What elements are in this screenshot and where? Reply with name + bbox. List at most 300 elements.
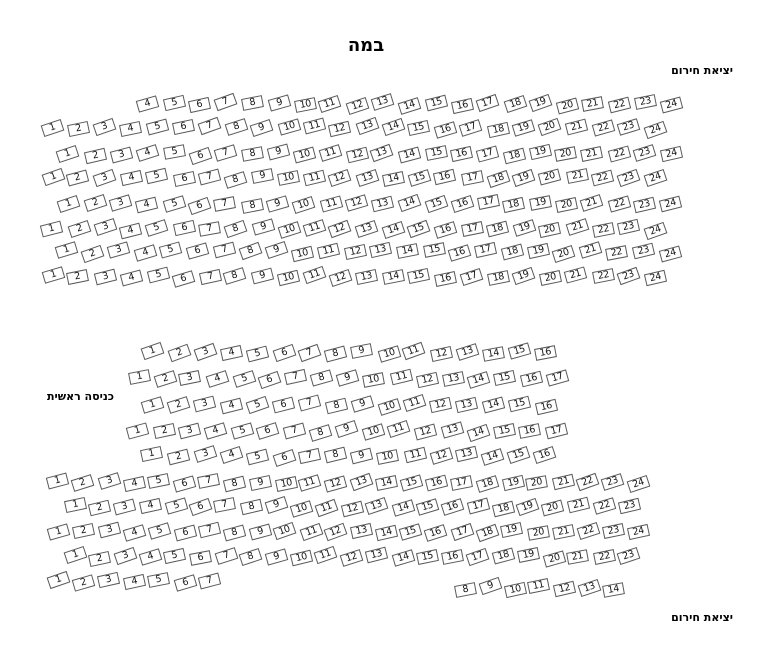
- seat-middle-row3-4[interactable]: 4: [219, 397, 242, 414]
- seat-middle-row3-13[interactable]: 13: [455, 396, 478, 412]
- seat-upper-row4-20[interactable]: 20: [538, 169, 561, 186]
- seat-middle-row3-10[interactable]: 10: [377, 398, 401, 416]
- seat-upper-row7-6[interactable]: 6: [185, 243, 208, 260]
- seat-upper-row6-24[interactable]: 24: [644, 222, 668, 240]
- seat-upper-row3-14[interactable]: 14: [398, 146, 421, 163]
- seat-upper-row2-17[interactable]: 17: [459, 119, 483, 137]
- seat-lower-row4-19[interactable]: 19: [517, 547, 540, 563]
- seat-upper-row2-1[interactable]: 1: [41, 119, 65, 137]
- seat-lower-row3-3[interactable]: 3: [98, 522, 121, 539]
- seat-middle-row3-15[interactable]: 15: [507, 395, 530, 412]
- seat-upper-row4-14[interactable]: 14: [382, 171, 405, 187]
- seat-upper-row1-19[interactable]: 19: [529, 94, 553, 112]
- seat-middle-row1-8[interactable]: 8: [324, 346, 347, 363]
- seat-lower-row2-21[interactable]: 21: [567, 496, 590, 513]
- seat-middle-row5-4[interactable]: 4: [219, 446, 243, 464]
- seat-middle-row1-5[interactable]: 5: [246, 345, 269, 362]
- seat-upper-row1-4[interactable]: 4: [136, 95, 159, 112]
- seat-lower-row5-2[interactable]: 2: [72, 574, 96, 591]
- seat-upper-row8-15[interactable]: 15: [407, 268, 430, 284]
- seat-upper-row4-9[interactable]: 9: [251, 168, 274, 184]
- seat-upper-row6-11[interactable]: 11: [302, 219, 326, 237]
- seat-lower-row4-14[interactable]: 14: [391, 549, 415, 566]
- seat-upper-row2-14[interactable]: 14: [382, 118, 406, 136]
- seat-lower-row1-10[interactable]: 10: [275, 476, 298, 492]
- seat-upper-row6-14[interactable]: 14: [382, 221, 406, 239]
- seat-upper-row6-23[interactable]: 23: [617, 219, 640, 235]
- seat-upper-row3-2[interactable]: 2: [84, 147, 107, 163]
- seat-lower-row4-7[interactable]: 7: [214, 547, 238, 565]
- seat-middle-row2-2[interactable]: 2: [154, 370, 178, 388]
- seat-lower-row5-3[interactable]: 3: [97, 571, 120, 587]
- seat-upper-row8-13[interactable]: 13: [355, 269, 378, 285]
- seat-upper-row3-4[interactable]: 4: [136, 144, 160, 162]
- seat-upper-row3-1[interactable]: 1: [56, 145, 80, 163]
- seat-lower-row4-17[interactable]: 17: [465, 548, 489, 566]
- seat-upper-row5-12[interactable]: 12: [344, 194, 368, 211]
- seat-upper-row5-9[interactable]: 9: [266, 195, 290, 212]
- seat-lower-row3-11[interactable]: 11: [299, 522, 323, 540]
- seat-upper-row4-19[interactable]: 19: [511, 169, 535, 187]
- seat-lower-row3-24[interactable]: 24: [627, 524, 650, 540]
- seat-lower-row4-4[interactable]: 4: [139, 548, 163, 566]
- seat-lower-row4-13[interactable]: 13: [365, 547, 388, 564]
- seat-upper-row2-7[interactable]: 7: [198, 117, 222, 135]
- seat-upper-row4-21[interactable]: 21: [566, 168, 589, 184]
- seat-upper-row7-5[interactable]: 5: [159, 241, 182, 258]
- seat-lower-row3-18[interactable]: 18: [475, 523, 499, 541]
- seat-middle-row1-9[interactable]: 9: [350, 343, 373, 359]
- seat-upper-row4-8[interactable]: 8: [223, 171, 247, 189]
- seat-upper-row7-17[interactable]: 17: [474, 242, 497, 258]
- seat-lower-row1-12[interactable]: 12: [323, 475, 346, 492]
- seat-lower-row5-7[interactable]: 7: [198, 572, 221, 589]
- seat-lower-row3-20[interactable]: 20: [527, 525, 550, 540]
- seat-upper-row7-3[interactable]: 3: [107, 242, 130, 259]
- seat-upper-row5-18[interactable]: 18: [502, 196, 525, 212]
- seat-upper-row5-22[interactable]: 22: [608, 195, 631, 212]
- seat-lower-row2-2[interactable]: 2: [88, 499, 111, 516]
- seat-lower-row4-2[interactable]: 2: [87, 551, 110, 567]
- seat-upper-row2-24[interactable]: 24: [643, 121, 667, 139]
- seat-middle-row4-12[interactable]: 12: [413, 423, 436, 440]
- seat-upper-row4-1[interactable]: 1: [41, 168, 65, 186]
- seat-upper-row8-20[interactable]: 20: [539, 270, 562, 286]
- seat-upper-row6-22[interactable]: 22: [592, 222, 615, 238]
- seat-middle-row3-7[interactable]: 7: [298, 394, 321, 411]
- seat-middle-row4-5[interactable]: 5: [231, 423, 254, 440]
- seat-middle-row4-6[interactable]: 6: [256, 422, 280, 440]
- seat-middle-row3-5[interactable]: 5: [246, 396, 270, 414]
- seat-upper-row1-6[interactable]: 6: [188, 97, 211, 113]
- seat-upper-row2-23[interactable]: 23: [617, 118, 641, 136]
- seat-lower-row4-12[interactable]: 12: [339, 549, 363, 567]
- seat-upper-row1-17[interactable]: 17: [476, 94, 500, 112]
- seat-lower-row2-23[interactable]: 23: [618, 498, 641, 515]
- seat-upper-row1-10[interactable]: 10: [294, 97, 317, 113]
- seat-lower-row1-5[interactable]: 5: [147, 473, 170, 489]
- seat-upper-row2-12[interactable]: 12: [328, 120, 351, 136]
- seat-middle-row2-7[interactable]: 7: [283, 369, 306, 385]
- seat-lower-row1-24[interactable]: 24: [626, 475, 650, 493]
- seat-upper-row6-13[interactable]: 13: [354, 220, 378, 238]
- seat-upper-row6-4[interactable]: 4: [119, 222, 142, 239]
- seat-upper-row1-14[interactable]: 14: [398, 97, 422, 115]
- seat-upper-row8-14[interactable]: 14: [382, 269, 405, 285]
- seat-lower-row4-1[interactable]: 1: [63, 546, 87, 564]
- seat-upper-row8-9[interactable]: 9: [251, 267, 274, 284]
- seat-lower-row1-13[interactable]: 13: [350, 473, 374, 491]
- seat-middle-row5-16[interactable]: 16: [533, 446, 557, 464]
- seat-upper-row5-8[interactable]: 8: [241, 198, 264, 214]
- seat-upper-row5-23[interactable]: 23: [632, 196, 655, 212]
- seat-upper-row2-10[interactable]: 10: [277, 119, 300, 136]
- seat-upper-row8-11[interactable]: 11: [303, 266, 327, 284]
- seat-lower-row4-23[interactable]: 23: [617, 547, 641, 565]
- seat-middle-row1-4[interactable]: 4: [220, 345, 243, 361]
- seat-upper-row8-12[interactable]: 12: [329, 269, 353, 287]
- seat-lower-row4-22[interactable]: 22: [593, 549, 616, 565]
- seat-middle-row2-4[interactable]: 4: [205, 370, 229, 388]
- seat-upper-row6-17[interactable]: 17: [461, 221, 484, 237]
- seat-lower-row3-14[interactable]: 14: [375, 525, 398, 541]
- seat-middle-row1-13[interactable]: 13: [456, 343, 480, 361]
- seat-upper-row7-12[interactable]: 12: [344, 244, 367, 260]
- seat-lower-row3-12[interactable]: 12: [323, 523, 347, 541]
- seat-upper-row5-17[interactable]: 17: [477, 194, 500, 210]
- seat-upper-row2-18[interactable]: 18: [487, 121, 510, 137]
- seat-upper-row4-4[interactable]: 4: [120, 170, 143, 186]
- seat-lower-row3-21[interactable]: 21: [552, 524, 575, 540]
- seat-upper-row3-15[interactable]: 15: [425, 145, 448, 161]
- seat-middle-row5-2[interactable]: 2: [167, 448, 190, 465]
- seat-upper-row6-3[interactable]: 3: [93, 218, 117, 236]
- seat-upper-row6-10[interactable]: 10: [277, 221, 301, 239]
- seat-lower-row3-15[interactable]: 15: [399, 524, 423, 541]
- seat-upper-row2-8[interactable]: 8: [224, 118, 248, 136]
- seat-middle-row2-16[interactable]: 16: [520, 371, 543, 388]
- seat-upper-row2-15[interactable]: 15: [407, 120, 430, 136]
- seat-upper-row2-22[interactable]: 22: [591, 120, 614, 137]
- seat-middle-row4-7[interactable]: 7: [283, 422, 306, 439]
- seat-middle-row1-14[interactable]: 14: [482, 346, 505, 362]
- seat-upper-row5-5[interactable]: 5: [163, 195, 187, 212]
- seat-middle-row2-14[interactable]: 14: [467, 371, 491, 389]
- seat-middle-row5-7[interactable]: 7: [298, 448, 321, 464]
- seat-lower-row3-6[interactable]: 6: [173, 524, 196, 541]
- seat-lower-row2-16[interactable]: 16: [441, 498, 465, 516]
- seat-upper-row8-2[interactable]: 2: [66, 269, 89, 285]
- seat-middle-row5-12[interactable]: 12: [429, 447, 453, 465]
- seat-upper-row4-15[interactable]: 15: [407, 169, 431, 187]
- seat-lower-row1-11[interactable]: 11: [298, 474, 322, 491]
- seat-upper-row8-7[interactable]: 7: [199, 268, 222, 284]
- seat-upper-row8-1[interactable]: 1: [41, 267, 65, 284]
- seat-lower-row6-14[interactable]: 14: [602, 582, 625, 598]
- seat-lower-row2-11[interactable]: 11: [314, 498, 338, 516]
- seat-middle-row3-9[interactable]: 9: [351, 395, 375, 413]
- seat-upper-row5-14[interactable]: 14: [397, 194, 421, 212]
- seat-upper-row7-24[interactable]: 24: [658, 245, 681, 262]
- seat-upper-row3-21[interactable]: 21: [580, 146, 603, 162]
- seat-upper-row3-6[interactable]: 6: [188, 147, 212, 165]
- seat-upper-row1-18[interactable]: 18: [503, 95, 527, 113]
- seat-upper-row2-21[interactable]: 21: [564, 119, 587, 136]
- seat-middle-row3-16[interactable]: 16: [535, 399, 558, 415]
- seat-middle-row3-3[interactable]: 3: [193, 396, 216, 413]
- seat-upper-row8-8[interactable]: 8: [223, 267, 247, 285]
- seat-lower-row2-22[interactable]: 22: [592, 498, 616, 515]
- seat-upper-row3-8[interactable]: 8: [241, 146, 264, 162]
- seat-middle-row2-13[interactable]: 13: [442, 371, 465, 387]
- seat-middle-row2-8[interactable]: 8: [309, 370, 332, 387]
- seat-upper-row3-9[interactable]: 9: [267, 144, 290, 161]
- seat-lower-row3-23[interactable]: 23: [602, 523, 625, 539]
- seat-lower-row4-5[interactable]: 5: [163, 548, 186, 564]
- seat-upper-row8-19[interactable]: 19: [512, 267, 536, 285]
- seat-upper-row8-5[interactable]: 5: [146, 267, 169, 284]
- seat-upper-row5-24[interactable]: 24: [658, 196, 681, 213]
- seat-upper-row8-22[interactable]: 22: [592, 268, 615, 284]
- seat-upper-row6-12[interactable]: 12: [328, 219, 352, 237]
- seat-lower-row5-4[interactable]: 4: [123, 574, 146, 590]
- seat-lower-row2-18[interactable]: 18: [492, 500, 515, 517]
- seat-lower-row5-1[interactable]: 1: [47, 571, 71, 589]
- seat-upper-row4-24[interactable]: 24: [643, 169, 667, 187]
- seat-upper-row5-1[interactable]: 1: [56, 195, 80, 213]
- seat-upper-row6-20[interactable]: 20: [538, 222, 561, 238]
- seat-upper-row7-14[interactable]: 14: [396, 243, 419, 259]
- seat-upper-row1-11[interactable]: 11: [318, 95, 342, 113]
- seat-upper-row5-20[interactable]: 20: [555, 197, 578, 213]
- seat-middle-row1-15[interactable]: 15: [508, 343, 531, 360]
- seat-upper-row3-17[interactable]: 17: [476, 145, 499, 162]
- seat-upper-row1-24[interactable]: 24: [660, 96, 683, 113]
- seat-upper-row2-4[interactable]: 4: [119, 120, 142, 136]
- seat-upper-row2-19[interactable]: 19: [512, 119, 536, 137]
- seat-middle-row2-15[interactable]: 15: [493, 370, 516, 386]
- seat-lower-row1-2[interactable]: 2: [71, 474, 95, 492]
- seat-lower-row3-2[interactable]: 2: [72, 523, 95, 539]
- seat-upper-row6-9[interactable]: 9: [251, 218, 274, 235]
- seat-lower-row3-5[interactable]: 5: [148, 522, 172, 539]
- seat-middle-row3-14[interactable]: 14: [481, 396, 504, 413]
- seat-upper-row7-7[interactable]: 7: [213, 241, 236, 258]
- seat-middle-row3-11[interactable]: 11: [402, 394, 426, 412]
- seat-upper-row1-22[interactable]: 22: [608, 96, 631, 113]
- seat-lower-row3-17[interactable]: 17: [450, 523, 474, 541]
- seat-middle-row2-3[interactable]: 3: [178, 370, 201, 386]
- seat-middle-row4-10[interactable]: 10: [362, 423, 386, 441]
- seat-lower-row3-8[interactable]: 8: [222, 524, 245, 541]
- seat-upper-row5-19[interactable]: 19: [529, 195, 552, 211]
- seat-lower-row2-15[interactable]: 15: [416, 498, 440, 516]
- seat-lower-row3-4[interactable]: 4: [123, 524, 147, 542]
- seat-lower-row3-9[interactable]: 9: [249, 523, 272, 540]
- seat-lower-row4-10[interactable]: 10: [290, 550, 313, 567]
- seat-middle-row2-5[interactable]: 5: [232, 370, 256, 388]
- seat-lower-row4-21[interactable]: 21: [566, 549, 589, 565]
- seat-lower-row2-9[interactable]: 9: [265, 496, 289, 514]
- seat-upper-row8-18[interactable]: 18: [487, 270, 510, 286]
- seat-lower-row6-8[interactable]: 8: [454, 582, 477, 598]
- seat-upper-row5-16[interactable]: 16: [450, 195, 474, 213]
- seat-middle-row1-6[interactable]: 6: [272, 344, 296, 362]
- seat-upper-row3-12[interactable]: 12: [346, 147, 369, 164]
- seat-upper-row8-24[interactable]: 24: [644, 270, 667, 286]
- seat-middle-row4-17[interactable]: 17: [544, 423, 567, 440]
- seat-upper-row2-11[interactable]: 11: [303, 118, 326, 135]
- seat-upper-row4-10[interactable]: 10: [277, 170, 300, 186]
- seat-middle-row5-8[interactable]: 8: [324, 447, 347, 464]
- seat-middle-row5-6[interactable]: 6: [272, 449, 296, 467]
- seat-upper-row4-13[interactable]: 13: [355, 169, 379, 187]
- seat-upper-row1-9[interactable]: 9: [267, 95, 290, 112]
- seat-upper-row4-7[interactable]: 7: [198, 169, 221, 186]
- seat-upper-row6-1[interactable]: 1: [40, 220, 63, 237]
- seat-lower-row1-7[interactable]: 7: [197, 473, 220, 489]
- seat-lower-row3-16[interactable]: 16: [424, 524, 448, 542]
- seat-upper-row7-1[interactable]: 1: [55, 241, 79, 259]
- seat-lower-row2-6[interactable]: 6: [188, 498, 212, 516]
- seat-middle-row5-15[interactable]: 15: [507, 446, 531, 464]
- seat-upper-row8-10[interactable]: 10: [277, 270, 300, 287]
- seat-lower-row1-21[interactable]: 21: [552, 474, 575, 490]
- seat-lower-row1-3[interactable]: 3: [98, 472, 122, 490]
- seat-upper-row5-2[interactable]: 2: [84, 194, 108, 212]
- seat-upper-row4-22[interactable]: 22: [591, 170, 614, 187]
- seat-lower-row5-6[interactable]: 6: [174, 574, 198, 591]
- seat-middle-row4-1[interactable]: 1: [126, 423, 149, 440]
- seat-lower-row2-10[interactable]: 10: [289, 500, 313, 518]
- seat-upper-row5-13[interactable]: 13: [371, 195, 394, 212]
- seat-upper-row6-19[interactable]: 19: [513, 219, 537, 237]
- seat-lower-row2-4[interactable]: 4: [139, 498, 162, 514]
- seat-lower-row1-20[interactable]: 20: [525, 476, 548, 491]
- seat-upper-row7-8[interactable]: 8: [239, 242, 263, 260]
- seat-lower-row4-9[interactable]: 9: [265, 548, 288, 565]
- seat-upper-row4-6[interactable]: 6: [173, 171, 196, 187]
- seat-upper-row5-7[interactable]: 7: [213, 196, 236, 212]
- seat-upper-row3-10[interactable]: 10: [293, 147, 316, 164]
- seat-upper-row7-9[interactable]: 9: [264, 241, 288, 259]
- seat-middle-row2-10[interactable]: 10: [362, 373, 385, 389]
- seat-middle-row4-8[interactable]: 8: [309, 424, 333, 442]
- seat-middle-row3-8[interactable]: 8: [325, 397, 348, 414]
- seat-upper-row8-3[interactable]: 3: [94, 268, 117, 285]
- seat-lower-row2-1[interactable]: 1: [64, 497, 87, 513]
- seat-upper-row4-12[interactable]: 12: [328, 169, 352, 187]
- seat-middle-row1-16[interactable]: 16: [534, 345, 557, 361]
- seat-middle-row1-1[interactable]: 1: [140, 341, 164, 359]
- seat-upper-row3-24[interactable]: 24: [660, 145, 683, 161]
- seat-middle-row4-16[interactable]: 16: [518, 424, 541, 440]
- seat-upper-row4-16[interactable]: 16: [433, 169, 456, 185]
- seat-upper-row8-4[interactable]: 4: [120, 270, 143, 287]
- seat-upper-row6-7[interactable]: 7: [198, 221, 221, 236]
- seat-lower-row1-9[interactable]: 9: [249, 475, 272, 491]
- seat-upper-row3-3[interactable]: 3: [110, 146, 133, 163]
- seat-lower-row4-3[interactable]: 3: [114, 547, 138, 565]
- seat-lower-row1-17[interactable]: 17: [450, 476, 473, 492]
- seat-lower-row6-13[interactable]: 13: [578, 579, 602, 597]
- seat-middle-row5-10[interactable]: 10: [376, 449, 399, 465]
- seat-upper-row5-15[interactable]: 15: [424, 195, 448, 213]
- seat-upper-row2-13[interactable]: 13: [355, 117, 379, 135]
- seat-upper-row7-21[interactable]: 21: [579, 241, 603, 259]
- seat-middle-row2-1[interactable]: 1: [128, 369, 151, 385]
- seat-lower-row1-15[interactable]: 15: [400, 474, 423, 491]
- seat-upper-row8-16[interactable]: 16: [434, 271, 457, 287]
- seat-middle-row3-2[interactable]: 2: [167, 396, 191, 414]
- seat-upper-row4-5[interactable]: 5: [145, 168, 168, 184]
- seat-lower-row4-16[interactable]: 16: [441, 549, 464, 565]
- seat-middle-row2-6[interactable]: 6: [257, 371, 281, 389]
- seat-lower-row4-15[interactable]: 15: [416, 549, 439, 565]
- seat-upper-row7-2[interactable]: 2: [80, 244, 104, 262]
- seat-middle-row2-11[interactable]: 11: [389, 368, 412, 385]
- seat-upper-row7-16[interactable]: 16: [448, 245, 472, 263]
- seat-upper-row2-9[interactable]: 9: [250, 119, 274, 137]
- seat-upper-row7-10[interactable]: 10: [291, 246, 314, 263]
- seat-upper-row5-6[interactable]: 6: [188, 197, 212, 215]
- seat-middle-row1-10[interactable]: 10: [377, 345, 401, 362]
- seat-upper-row3-7[interactable]: 7: [213, 144, 237, 161]
- seat-lower-row2-7[interactable]: 7: [213, 497, 236, 513]
- seat-middle-row4-4[interactable]: 4: [204, 423, 228, 441]
- seat-upper-row7-4[interactable]: 4: [134, 244, 158, 261]
- seat-upper-row7-13[interactable]: 13: [369, 242, 392, 258]
- seat-upper-row1-12[interactable]: 12: [345, 97, 369, 115]
- seat-lower-row1-23[interactable]: 23: [601, 473, 625, 491]
- seat-middle-row1-2[interactable]: 2: [167, 344, 191, 362]
- seat-upper-row5-4[interactable]: 4: [135, 196, 158, 213]
- seat-middle-row4-13[interactable]: 13: [441, 422, 464, 439]
- seat-upper-row6-15[interactable]: 15: [407, 220, 431, 238]
- seat-upper-row3-16[interactable]: 16: [450, 146, 473, 162]
- seat-upper-row6-8[interactable]: 8: [224, 220, 248, 238]
- seat-upper-row3-20[interactable]: 20: [554, 146, 577, 162]
- seat-lower-row4-20[interactable]: 20: [543, 550, 566, 567]
- seat-upper-row8-6[interactable]: 6: [172, 270, 196, 288]
- seat-upper-row1-16[interactable]: 16: [451, 98, 474, 114]
- seat-upper-row1-5[interactable]: 5: [162, 95, 185, 111]
- seat-upper-row5-21[interactable]: 21: [580, 194, 604, 212]
- seat-upper-row3-11[interactable]: 11: [318, 144, 342, 162]
- seat-upper-row3-5[interactable]: 5: [163, 144, 186, 160]
- seat-upper-row3-23[interactable]: 23: [633, 144, 657, 162]
- seat-lower-row1-19[interactable]: 19: [501, 475, 524, 491]
- seat-lower-row6-12[interactable]: 12: [552, 580, 575, 596]
- seat-upper-row3-19[interactable]: 19: [529, 144, 552, 160]
- seat-lower-row2-14[interactable]: 14: [391, 499, 415, 516]
- seat-lower-row2-5[interactable]: 5: [164, 497, 187, 514]
- seat-lower-row1-16[interactable]: 16: [425, 475, 448, 492]
- seat-lower-row3-13[interactable]: 13: [350, 522, 373, 538]
- seat-upper-row4-11[interactable]: 11: [303, 169, 326, 186]
- seat-upper-row7-23[interactable]: 23: [632, 242, 655, 259]
- seat-upper-row6-16[interactable]: 16: [434, 221, 458, 239]
- seat-middle-row1-11[interactable]: 11: [402, 342, 426, 360]
- seat-upper-row5-3[interactable]: 3: [109, 194, 133, 211]
- seat-lower-row2-20[interactable]: 20: [541, 500, 564, 517]
- seat-upper-row7-15[interactable]: 15: [423, 242, 446, 258]
- seat-middle-row5-9[interactable]: 9: [349, 448, 372, 465]
- seat-upper-row4-23[interactable]: 23: [617, 169, 641, 187]
- seat-middle-row5-3[interactable]: 3: [194, 445, 218, 463]
- seat-middle-row1-12[interactable]: 12: [430, 345, 453, 361]
- seat-upper-row7-22[interactable]: 22: [605, 246, 628, 262]
